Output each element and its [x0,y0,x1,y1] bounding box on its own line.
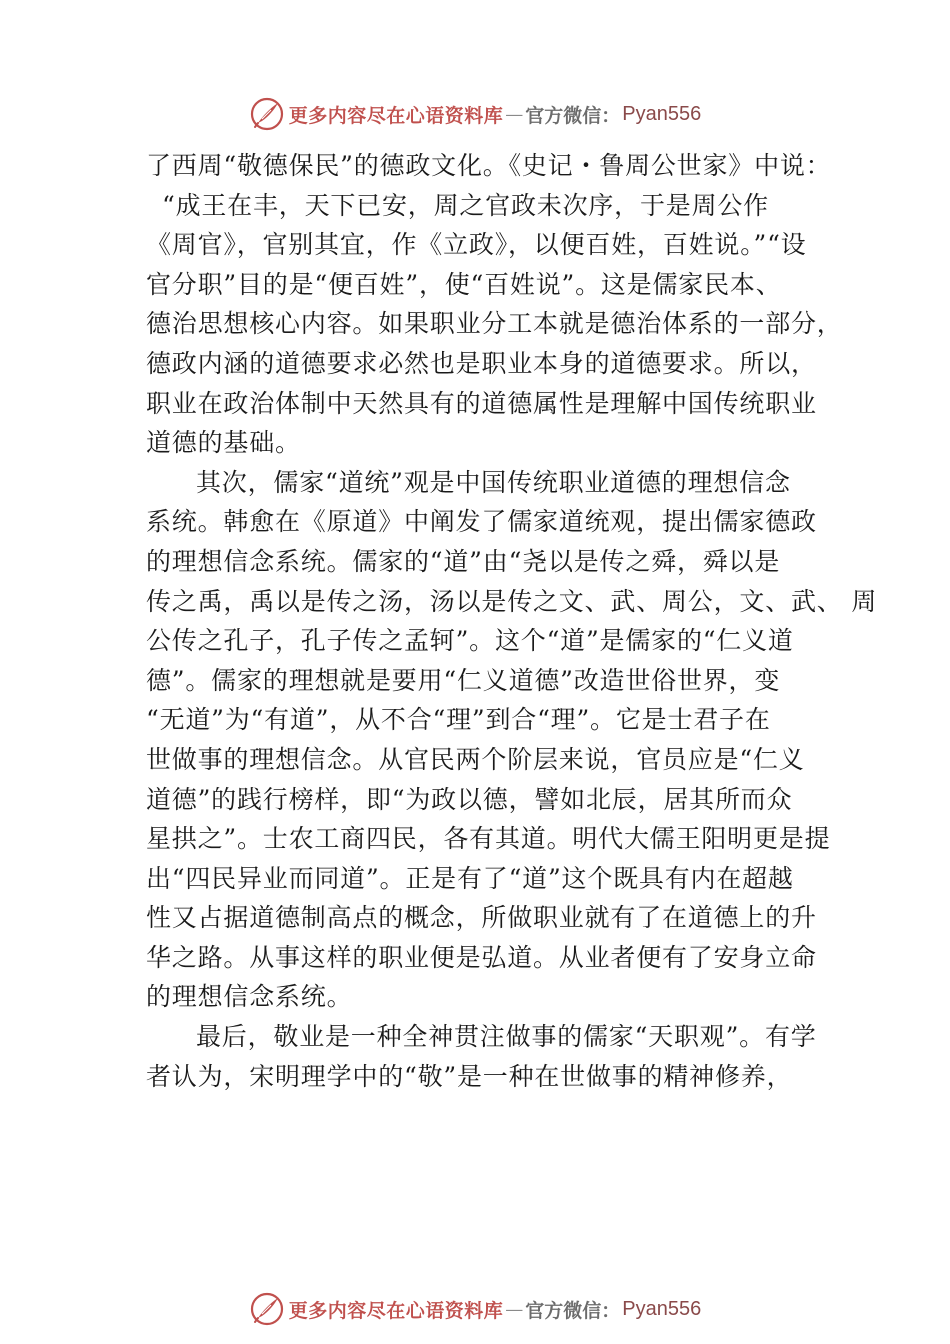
text-line: 出“四民异业而同道”。正是有了“道”这个既具有内在超越 [146,863,794,893]
footer-separator: — [505,1298,524,1320]
feather-pen-logo-icon [249,96,285,132]
text-line: 了西周“敬德保民”的德政文化。《史记・鲁周公世家》中说： [146,151,832,180]
text-line: “无道”为“有道”，从不合“理”到合“理”。它是士君子在 [146,705,771,735]
footer-banner [0,1289,950,1329]
text-line: 职业在政治体制中天然具有的道德属性是理解中国传统职业 [146,388,817,418]
header-banner [0,94,950,134]
header-separator: — [505,103,524,125]
text-line: “成王在丰，天下已安，周之官政未次序，于是周公作 [162,190,769,220]
text-line: 的理想信念系统。儒家的“道”由“尧以是传之舜，舜以是 [146,546,781,576]
paragraph-start-line: 最后，敬业是一种全神贯注做事的儒家“天职观”。有学 [196,1022,817,1052]
feather-pen-logo-icon [249,1291,285,1327]
text-line: 系统。韩愈在《原道》中阐发了儒家道统观，提出儒家德政 [146,507,817,537]
text-line: 德”。儒家的理想就是要用“仁义道德”改造世俗世界，变 [146,665,781,695]
text-line: 者认为，宋明理学中的“敬”是一种在世做事的精神修养， [146,1061,793,1091]
text-line: 华之路。从事这样的职业便是弘道。从业者便有了安身立命 [146,942,817,972]
footer-wechat-id: Pyan556 [622,1297,702,1320]
text-line: 德治思想核心内容。如果职业分工本就是德治体系的一部分， [146,309,843,339]
text-line: 《周官》，官别其宜，作《立政》，以便百姓，百姓说。”“设 [146,230,807,260]
header-brand-text: 更多内容尽在心语资料库 [288,104,504,127]
text-line: 性又占据道德制高点的概念，所做职业就有了在道德上的升 [146,903,817,933]
text-line: 官分职”目的是“便百姓”，使“百姓说”。这是儒家民本、 [146,269,782,299]
text-line: 星拱之”。士农工商四民，各有其道。明代大儒王阳明更是提 [146,824,831,854]
text-line: 世做事的理想信念。从官民两个阶层来说，官员应是“仁义 [146,744,805,774]
text-line: 公传之孔子，孔子传之孟轲”。这个“道”是儒家的“仁义道 [146,626,794,656]
footer-official-label: 官方微信： [525,1299,621,1322]
body-text [146,146,878,1096]
text-line: 道德”的践行榜样，即“为政以德，譬如北辰，居其所而众 [146,784,793,814]
header-wechat-id: Pyan556 [622,102,702,125]
text-line: 传之禹，禹以是传之汤，汤以是传之文、武、周公，文、武、 周 [146,586,878,616]
text-line: 德政内涵的道德要求必然也是职业本身的道德要求。所以， [146,348,817,378]
footer-brand-text: 更多内容尽在心语资料库 [288,1299,504,1322]
text-line: 的理想信念系统。 [146,982,353,1012]
header-official-label: 官方微信： [525,104,621,127]
paragraph-start-line: 其次，儒家“道统”观是中国传统职业道德的理想信念 [196,467,791,497]
text-line: 道德的基础。 [146,428,301,458]
